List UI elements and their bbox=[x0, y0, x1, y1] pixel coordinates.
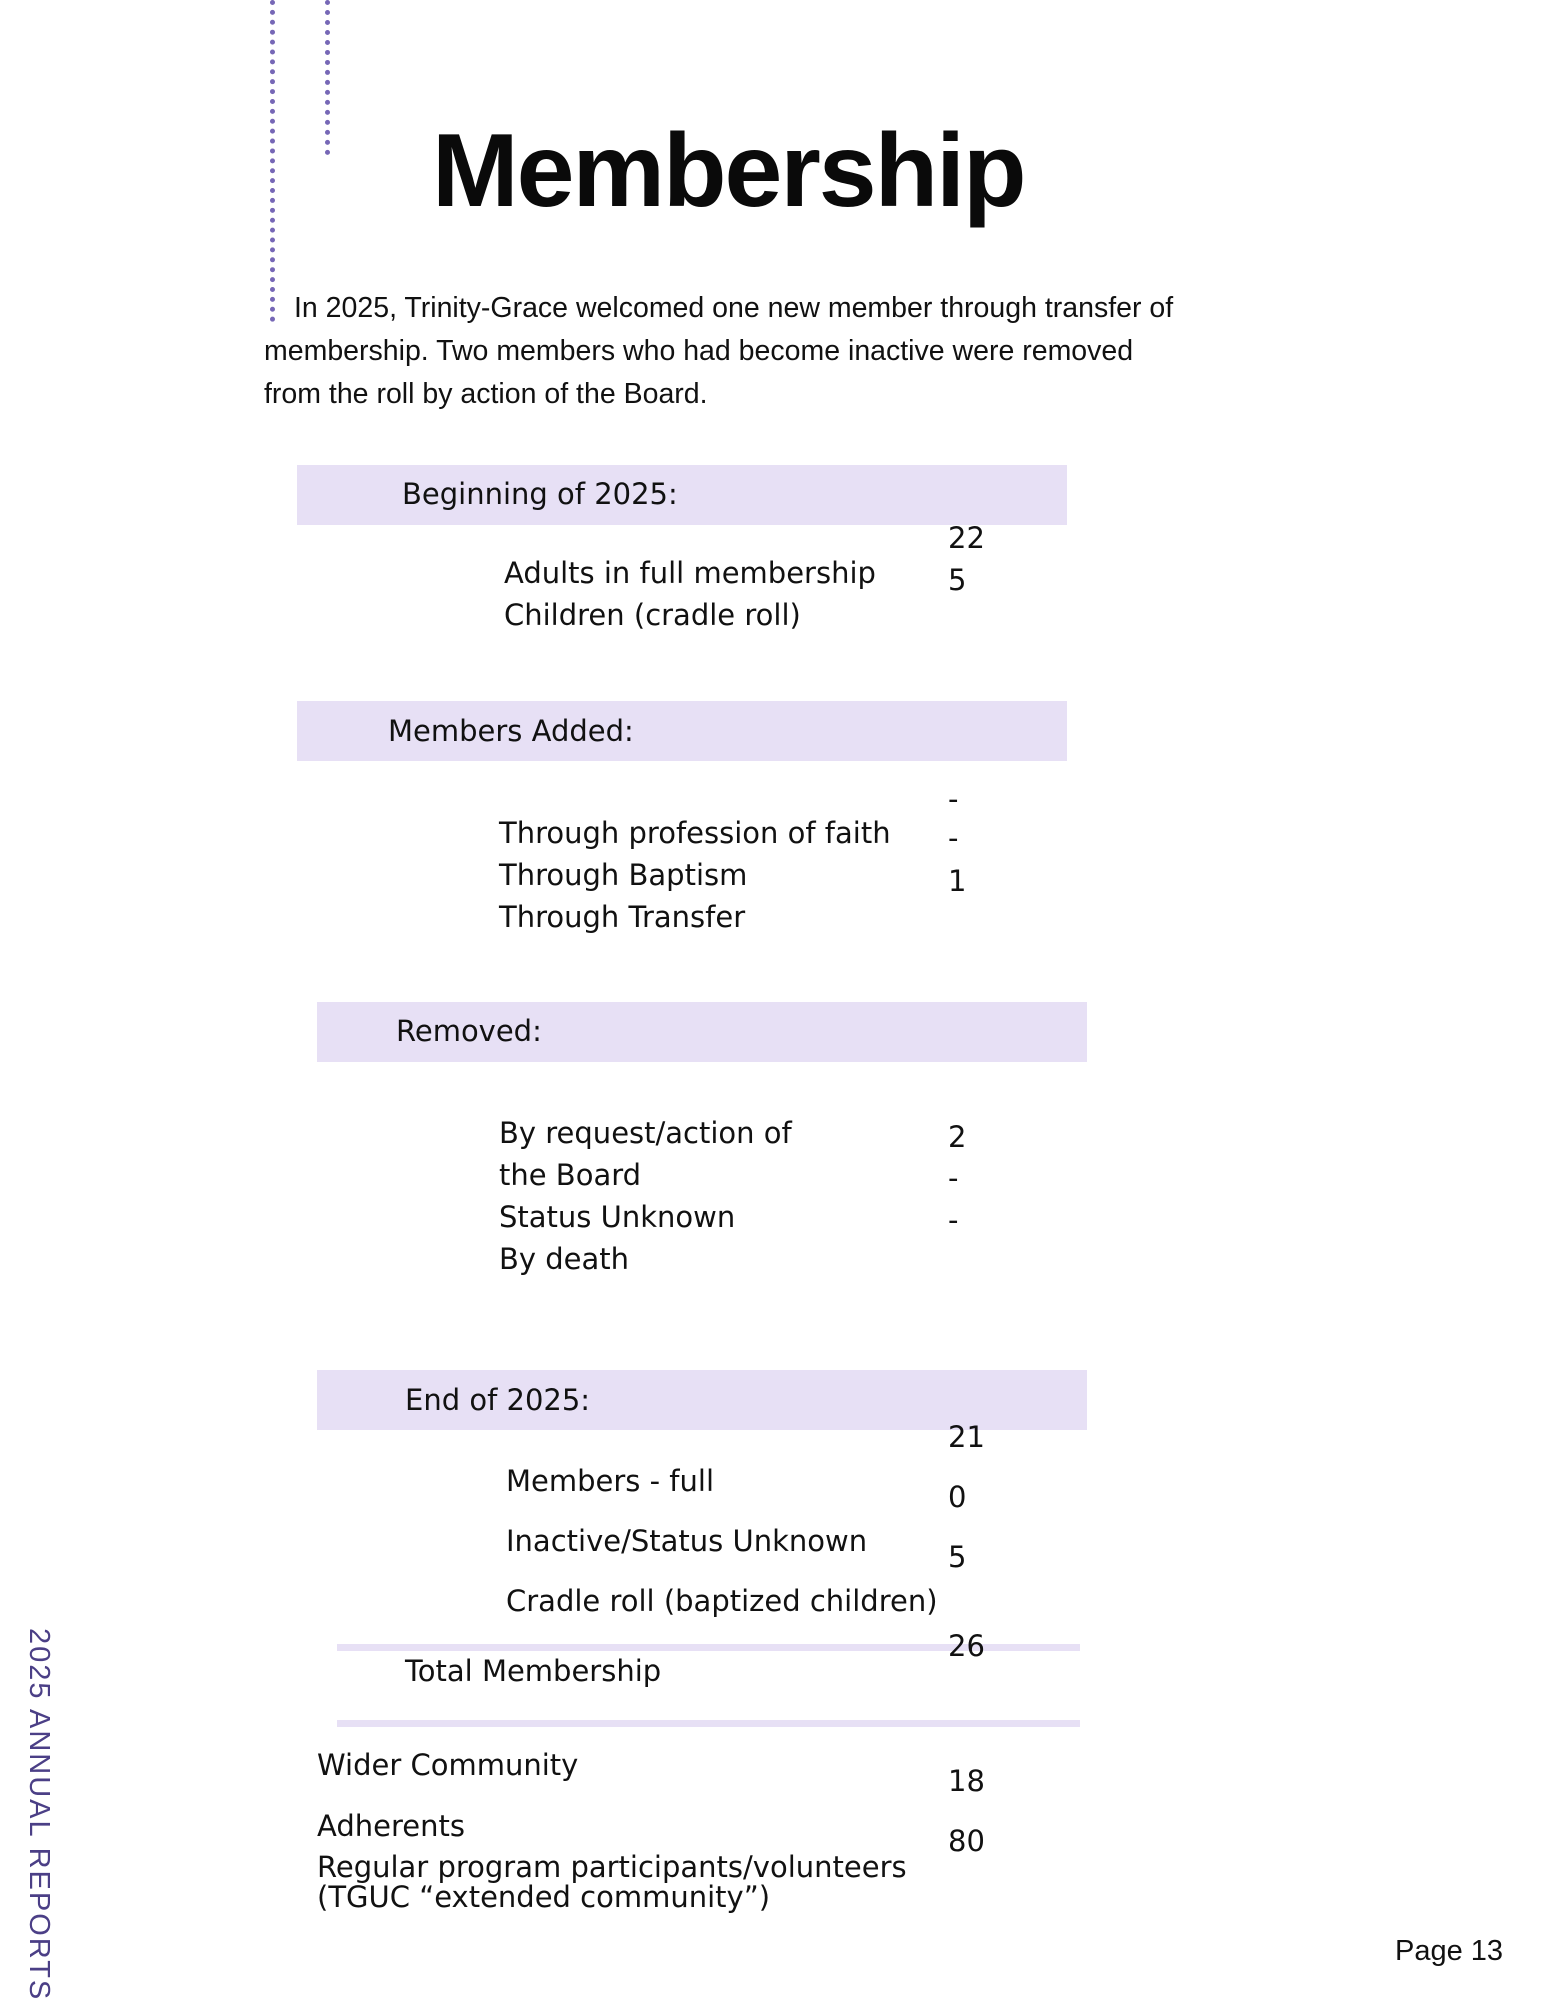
row-label: Cradle roll (baptized children) bbox=[506, 1584, 938, 1618]
row-value: 5 bbox=[948, 563, 967, 597]
row-value: 2 bbox=[948, 1120, 967, 1154]
decorative-dotted-line bbox=[325, 0, 330, 155]
row-value: 18 bbox=[948, 1764, 985, 1798]
section-heading-added: Members Added: bbox=[388, 714, 634, 748]
row-label: Through Baptism bbox=[499, 858, 748, 892]
row-value: - bbox=[948, 782, 959, 816]
row-value: 21 bbox=[948, 1420, 985, 1454]
row-label: Inactive/Status Unknown bbox=[506, 1524, 868, 1558]
page-title: Membership bbox=[432, 113, 1025, 229]
row-label: Adults in full membership bbox=[504, 556, 876, 590]
section-heading-removed: Removed: bbox=[396, 1014, 542, 1048]
participants-label-line1: Regular program participants/volunteers bbox=[317, 1850, 907, 1884]
row-value: - bbox=[948, 821, 959, 855]
row-label: By request/action of bbox=[499, 1116, 792, 1150]
row-value: 22 bbox=[948, 521, 985, 555]
wider-community-label: Wider Community bbox=[317, 1748, 579, 1782]
row-label: Members - full bbox=[506, 1464, 714, 1498]
row-label: Children (cradle roll) bbox=[504, 598, 801, 632]
removed-row-labels bbox=[499, 1112, 792, 1280]
intro-rest: membership. Two members who had become inactive were removed from the roll by action of the Board. bbox=[264, 335, 1134, 410]
adherents-label: Adherents bbox=[317, 1809, 465, 1843]
added-row-labels bbox=[499, 812, 891, 938]
row-value: 0 bbox=[948, 1480, 967, 1514]
row-label: Through profession of faith bbox=[499, 816, 891, 850]
total-label: Total Membership bbox=[405, 1654, 662, 1688]
row-label: Through Transfer bbox=[499, 900, 746, 934]
row-label: the Board bbox=[499, 1158, 642, 1192]
intro-paragraph bbox=[264, 287, 1264, 416]
row-value: 1 bbox=[948, 864, 967, 898]
section-heading-end: End of 2025: bbox=[405, 1383, 591, 1417]
row-value: 5 bbox=[948, 1540, 967, 1574]
side-label: 2025 ANNUAL REPORTS bbox=[23, 1628, 55, 2001]
decorative-dotted-line bbox=[270, 0, 275, 322]
intro-first-line: In 2025, Trinity-Grace welcomed one new member through transfer of bbox=[294, 292, 1174, 324]
row-label: By death bbox=[499, 1242, 630, 1276]
divider-line bbox=[337, 1720, 1080, 1727]
page-number: Page 13 bbox=[1395, 1935, 1504, 1967]
row-value: 80 bbox=[948, 1824, 985, 1858]
total-value: 26 bbox=[948, 1629, 985, 1663]
beginning-row-labels bbox=[504, 552, 876, 636]
section-heading-beginning: Beginning of 2025: bbox=[402, 477, 678, 511]
end-row-labels bbox=[506, 1451, 938, 1631]
row-value: - bbox=[948, 1161, 959, 1195]
participants-label bbox=[317, 1852, 907, 1912]
participants-label-line2: (TGUC “extended community”) bbox=[317, 1880, 771, 1914]
row-value: - bbox=[948, 1203, 959, 1237]
row-label: Status Unknown bbox=[499, 1200, 736, 1234]
